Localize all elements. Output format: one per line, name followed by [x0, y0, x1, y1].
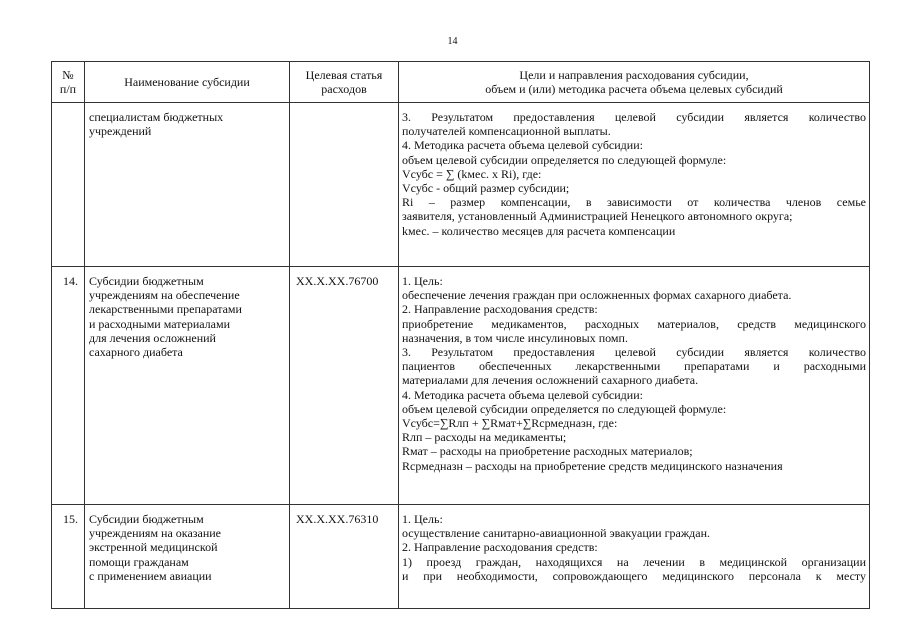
header-goal [399, 62, 870, 103]
row-code: XX.X.XX.76310 [290, 505, 399, 609]
name-line: с применением авиации [89, 568, 212, 583]
name-line: учреждениям на оказание [89, 526, 221, 541]
goal-line: заявителя, установленный Администрацией Ненецкого автономного округа; [402, 209, 793, 224]
subsidy-table [51, 61, 870, 609]
page-number: 14 [447, 36, 458, 47]
goal-line: получателей компенсационной выплаты. [402, 124, 611, 139]
header-code-line: Целевая статья [305, 67, 383, 82]
goal-line: осуществление санитарно-авиационной эвакуации граждан. [402, 526, 710, 541]
table-row [52, 267, 870, 505]
goal-line: Vсубс - общий размер субсидии; [402, 181, 570, 196]
name-line: учреждениям на обеспечение [89, 288, 240, 303]
header-code-line: расходов [321, 82, 367, 96]
goal-line: Vсубс = ∑ (kмес. x Ri), где: [402, 166, 542, 181]
header-goal-line: объем и (или) методика расчета объема целевых субсидий [485, 82, 783, 96]
name-line: экстренной медицинской [89, 540, 218, 555]
row-num [52, 103, 85, 267]
header-num-line: № [62, 67, 74, 82]
goal-line: и при необходимости, сопровождающего медицинского персонала к месту [402, 568, 866, 583]
name-line: Субсидии бюджетным [89, 274, 204, 288]
name-line: учреждений [89, 124, 152, 139]
goal-line: 1) проезд граждан, находящихся на лечении в медицинской организации [402, 554, 866, 569]
goal-line: пациентов обеспеченных лекарственными препаратами и расходными [402, 359, 866, 374]
goal-line: Ri – размер компенсации, в зависимости от количества членов семье [402, 195, 866, 210]
goal-line: Vсубс=∑Rлп + ∑Rмат+∑Rсрмедназн, где: [402, 416, 618, 431]
table-row [52, 505, 870, 609]
header-name: Наименование субсидии [85, 62, 290, 103]
goal-line: 2. Направление расходования средств: [402, 302, 598, 317]
name-line: для лечения осложнений [89, 330, 216, 345]
header-code [290, 62, 399, 103]
goal-line: Rсрмедназн – расходы на приобретение средств медицинского назначения [402, 458, 783, 473]
header-num [52, 62, 85, 103]
goal-line: 3. Результатом предоставления целевой субсидии является количество [402, 345, 866, 360]
name-line: и расходными материалами [89, 316, 230, 331]
name-line: помощи гражданам [89, 554, 189, 569]
name-line: специалистам бюджетных [89, 110, 224, 124]
table-row [52, 103, 870, 267]
row-name [85, 505, 290, 609]
goal-line: материалами для лечения осложнений сахарного диабета. [402, 373, 699, 388]
row-goal [399, 103, 870, 267]
goal-line: объем целевой субсидии определяется по следующей формуле: [402, 152, 727, 167]
name-line: Субсидии бюджетным [89, 512, 204, 526]
goal-line: Rлп – расходы на медикаменты; [402, 430, 567, 445]
goal-line: приобретение медикаментов, расходных материалов, средств медицинского [402, 316, 866, 331]
row-num: 14. [52, 267, 85, 505]
goal-line: 2. Направление расходования средств: [402, 540, 598, 555]
goal-line: Rмат – расходы на приобретение расходных материалов; [402, 444, 693, 459]
goal-line: объем целевой субсидии определяется по следующей формуле: [402, 401, 727, 416]
row-goal [399, 505, 870, 609]
header-goal-line: Цели и направления расходования субсидии, [519, 67, 749, 82]
goal-line: 1. Цель: [402, 274, 443, 288]
name-line: сахарного диабета [89, 345, 183, 360]
row-code: XX.X.XX.76700 [290, 267, 399, 505]
name-line: лекарственными препаратами [89, 302, 242, 317]
row-num: 15. [52, 505, 85, 609]
row-name [85, 103, 290, 267]
goal-line: 4. Методика расчета объема целевой субсидии: [402, 138, 643, 153]
goal-line: назначения, в том числе инсулиновых помп. [402, 330, 628, 345]
goal-line: 4. Методика расчета объема целевой субсидии: [402, 387, 643, 402]
goal-line: kмес. – количество месяцев для расчета компенсации [402, 223, 676, 238]
row-goal [399, 267, 870, 505]
goal-line: 3. Результатом предоставления целевой субсидии является количество [402, 110, 866, 124]
row-code [290, 103, 399, 267]
goal-line: 1. Цель: [402, 512, 443, 526]
header-num-line: п/п [59, 82, 77, 96]
table-header-row [52, 62, 870, 103]
goal-line: обеспечение лечения граждан при осложненных формах сахарного диабета. [402, 288, 792, 303]
row-name [85, 267, 290, 505]
